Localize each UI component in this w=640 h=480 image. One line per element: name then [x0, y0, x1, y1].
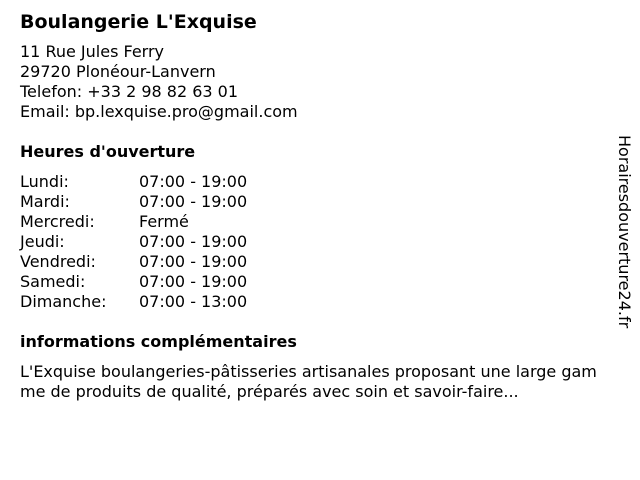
hours-day-label: Vendredi: [20, 252, 96, 271]
additional-info-heading: informations complémentaires [20, 332, 297, 351]
hours-row-thursday [20, 232, 610, 252]
hours-time-value: 07:00 - 19:00 [139, 232, 248, 251]
phone-number: Telefon: +33 2 98 82 63 01 [20, 82, 239, 101]
additional-info-text: L'Exquise boulangeries-pâtisseries artisanales proposant une large gamme de produits de qualité, préparés avec soin et savoir-faire... [20, 362, 597, 401]
hours-row-sunday [20, 292, 610, 312]
hours-time-value: 07:00 - 19:00 [139, 172, 248, 191]
hours-day-label: Mardi: [20, 192, 70, 211]
hours-row-tuesday [20, 192, 610, 212]
hours-day-label: Jeudi: [20, 232, 65, 251]
hours-time-value: Fermé [139, 212, 189, 231]
address-block [20, 42, 610, 122]
email-address: Email: bp.lexquise.pro@gmail.com [20, 102, 298, 121]
street-address: 11 Rue Jules Ferry [20, 42, 164, 61]
hours-day-label: Mercredi: [20, 212, 95, 231]
hours-row-saturday [20, 272, 610, 292]
hours-row-wednesday [20, 212, 610, 232]
site-watermark: Horairesdouverture24.fr [615, 135, 634, 329]
hours-time-value: 07:00 - 19:00 [139, 192, 248, 211]
hours-row-friday [20, 252, 610, 272]
hours-day-label: Samedi: [20, 272, 86, 291]
hours-day-label: Dimanche: [20, 292, 107, 311]
hours-time-value: 07:00 - 13:00 [139, 292, 248, 311]
hours-time-value: 07:00 - 19:00 [139, 252, 248, 271]
business-name: Boulangerie L'Exquise [20, 11, 257, 33]
opening-hours-table [20, 172, 610, 312]
business-card [20, 10, 610, 402]
postal-city: 29720 Plonéour-Lanvern [20, 62, 216, 81]
hours-row-monday [20, 172, 610, 192]
hours-time-value: 07:00 - 19:00 [139, 272, 248, 291]
hours-day-label: Lundi: [20, 172, 69, 191]
opening-hours-heading: Heures d'ouverture [20, 142, 196, 161]
